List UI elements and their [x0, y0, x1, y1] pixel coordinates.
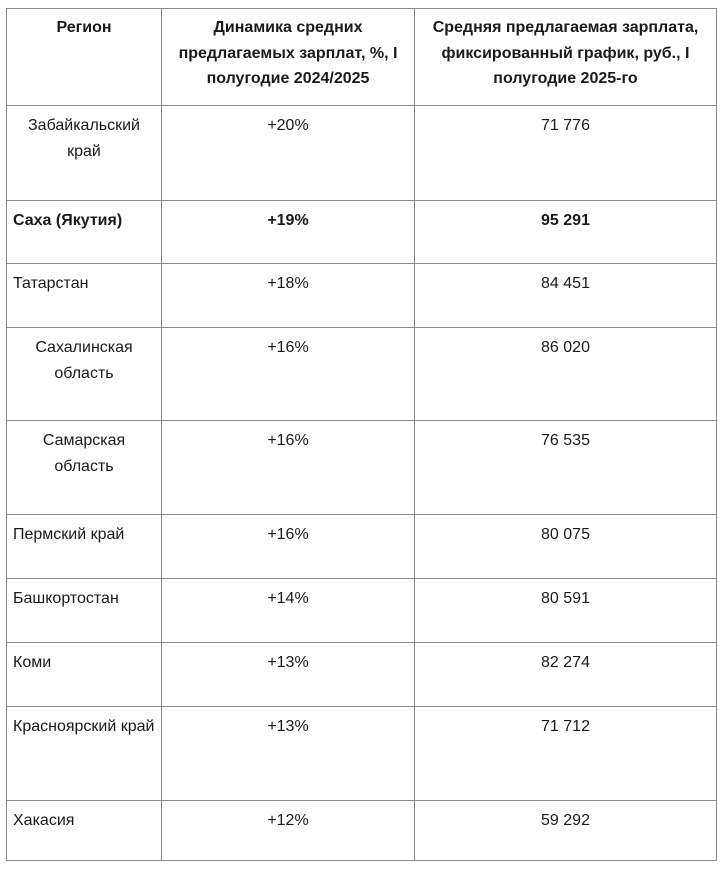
table-row	[7, 328, 717, 421]
header-row	[7, 9, 717, 106]
region-name: Татарстан	[13, 275, 89, 292]
cell-region	[7, 421, 162, 515]
header-region: Регион	[7, 9, 162, 106]
cell-region	[7, 515, 162, 579]
cell-salary: 84 451	[415, 264, 717, 328]
cell-region	[7, 106, 162, 201]
region-name: Хакасия	[13, 812, 75, 829]
table-row	[7, 106, 717, 201]
table-row	[7, 421, 717, 515]
region-name: Коми	[13, 654, 52, 671]
table-row	[7, 707, 717, 801]
cell-change: +18%	[162, 264, 415, 328]
table-row	[7, 264, 717, 328]
region-name: Башкортостан	[13, 590, 119, 607]
region-name: Саха (Якутия)	[13, 212, 123, 229]
region-name: Забайкальский край	[28, 117, 140, 160]
cell-change: +16%	[162, 421, 415, 515]
cell-change: +13%	[162, 643, 415, 707]
cell-region	[7, 328, 162, 421]
region-name: Красноярский край	[13, 718, 155, 735]
cell-salary: 95 291	[415, 201, 717, 264]
region-name: Пермский край	[13, 526, 125, 543]
cell-change: +19%	[162, 201, 415, 264]
region-name: Самарская область	[42, 432, 126, 475]
cell-region	[7, 264, 162, 328]
region-name: Сахалинская область	[35, 339, 133, 382]
cell-salary: 71 712	[415, 707, 717, 801]
cell-change: +12%	[162, 801, 415, 861]
cell-salary: 76 535	[415, 421, 717, 515]
header-change: Динамика средних предлагаемых зарплат, %, I полугодие 2024/2025	[162, 9, 415, 106]
cell-change: +16%	[162, 328, 415, 421]
cell-region	[7, 579, 162, 643]
table-row	[7, 579, 717, 643]
cell-salary: 82 274	[415, 643, 717, 707]
cell-change: +13%	[162, 707, 415, 801]
cell-region	[7, 707, 162, 801]
cell-salary: 80 075	[415, 515, 717, 579]
table-row	[7, 515, 717, 579]
cell-salary: 71 776	[415, 106, 717, 201]
table-row	[7, 801, 717, 861]
cell-change: +14%	[162, 579, 415, 643]
header-salary: Средняя предлагаемая зарплата, фиксированный график, руб., I полугодие 2025-го	[415, 9, 717, 106]
cell-salary: 80 591	[415, 579, 717, 643]
table-row	[7, 643, 717, 707]
cell-salary: 86 020	[415, 328, 717, 421]
cell-salary: 59 292	[415, 801, 717, 861]
cell-change: +20%	[162, 106, 415, 201]
cell-region	[7, 801, 162, 861]
cell-change: +16%	[162, 515, 415, 579]
salary-table	[6, 8, 717, 861]
table-row	[7, 201, 717, 264]
cell-region	[7, 643, 162, 707]
cell-region	[7, 201, 162, 264]
